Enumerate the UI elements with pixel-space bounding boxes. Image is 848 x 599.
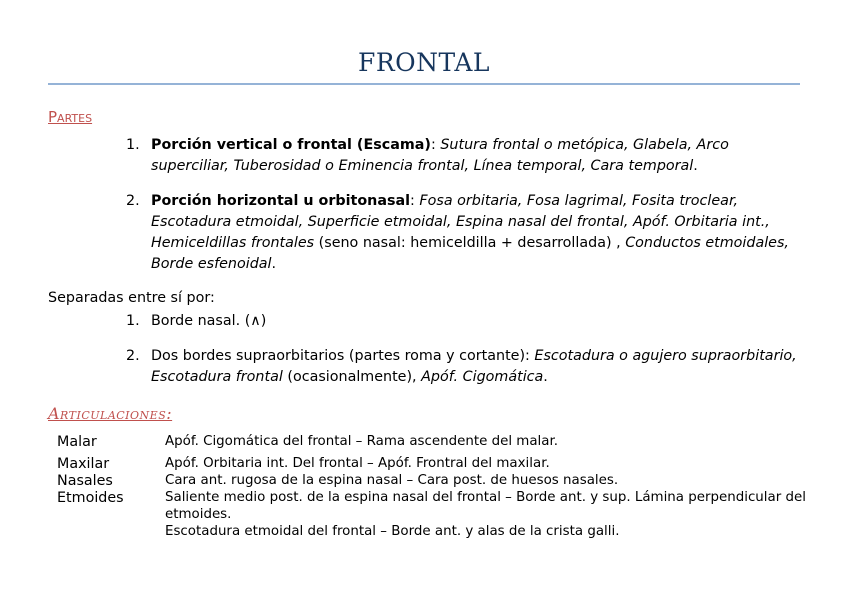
table-row <box>48 455 808 472</box>
item-text: : <box>410 193 420 209</box>
page-title: FRONTAL <box>357 48 490 77</box>
item-text: . <box>271 256 277 272</box>
partes-item <box>126 135 806 177</box>
item-text: Sutura frontal o metópica, Glabela, Arco superciliar, Tuberosidad o Eminencia frontal, Línea temporal, Cara temporal <box>151 137 729 174</box>
articulation-bone: Etmoides <box>57 490 124 506</box>
articulaciones-heading: Articulaciones: <box>48 404 173 423</box>
separadas-item <box>126 311 806 332</box>
title-underline <box>48 83 800 85</box>
articulation-description: Escotadura etmoidal del frontal – Borde ant. y alas de la crista galli. <box>165 524 620 539</box>
item-text: Fosa orbitaria, Fosa lagrimal, Fosita troclear, Escotadura etmoidal, Superficie etmoidal, Espina nasal del frontal, Apóf. Orbitaria int., Hemiceldillas frontales <box>151 193 770 251</box>
partes-item <box>126 191 806 275</box>
item-text: Dos bordes supraorbitarios (partes roma y cortante): <box>151 348 535 364</box>
articulation-description: Cara ant. rugosa de la espina nasal – Cara post. de huesos nasales. <box>165 473 619 488</box>
separadas-item <box>126 346 806 388</box>
item-title: Porción horizontal u orbitonasal <box>151 193 411 209</box>
item-text: Conductos etmoidales, Borde esfenoidal <box>151 235 789 272</box>
item-text: . <box>693 158 698 174</box>
list-number: 2. <box>126 193 140 209</box>
item-title: Porción vertical o frontal (Escama) <box>151 137 431 153</box>
item-text: (ocasionalmente), <box>282 369 422 385</box>
articulation-bone: Malar <box>57 434 97 450</box>
articulation-description: Apóf. Cigomática del frontal – Rama ascendente del malar. <box>165 434 559 449</box>
articulation-description: Saliente medio post. de la espina nasal del frontal – Borde ant. y sup. Lámina perpendicular del etmoides. <box>165 490 806 522</box>
item-text: : <box>430 137 441 153</box>
partes-list <box>126 135 806 275</box>
partes-heading: Partes <box>48 108 93 126</box>
item-text: Apóf. Cigomática <box>421 369 544 385</box>
table-row <box>48 433 808 450</box>
table-row <box>48 472 808 489</box>
list-number: 1. <box>126 137 140 153</box>
separadas-text: Separadas entre sí por: <box>48 290 215 306</box>
table-row <box>48 489 808 540</box>
articulation-bone: Nasales <box>57 473 113 489</box>
item-text: Borde nasal. (∧) <box>151 313 267 329</box>
list-number: 2. <box>126 348 140 364</box>
articulation-description: Apóf. Orbitaria int. Del frontal – Apóf. Frontral del maxilar. <box>165 456 550 471</box>
item-text: (seno nasal: hemiceldilla + desarrollada) , <box>314 235 626 251</box>
articulaciones-table <box>48 433 808 540</box>
item-text: . <box>543 369 548 385</box>
item-text: Escotadura o agujero supraorbitario, Escotadura frontal <box>151 348 797 385</box>
separadas-list <box>126 311 806 388</box>
list-number: 1. <box>126 313 140 329</box>
articulation-bone: Maxilar <box>57 456 110 472</box>
